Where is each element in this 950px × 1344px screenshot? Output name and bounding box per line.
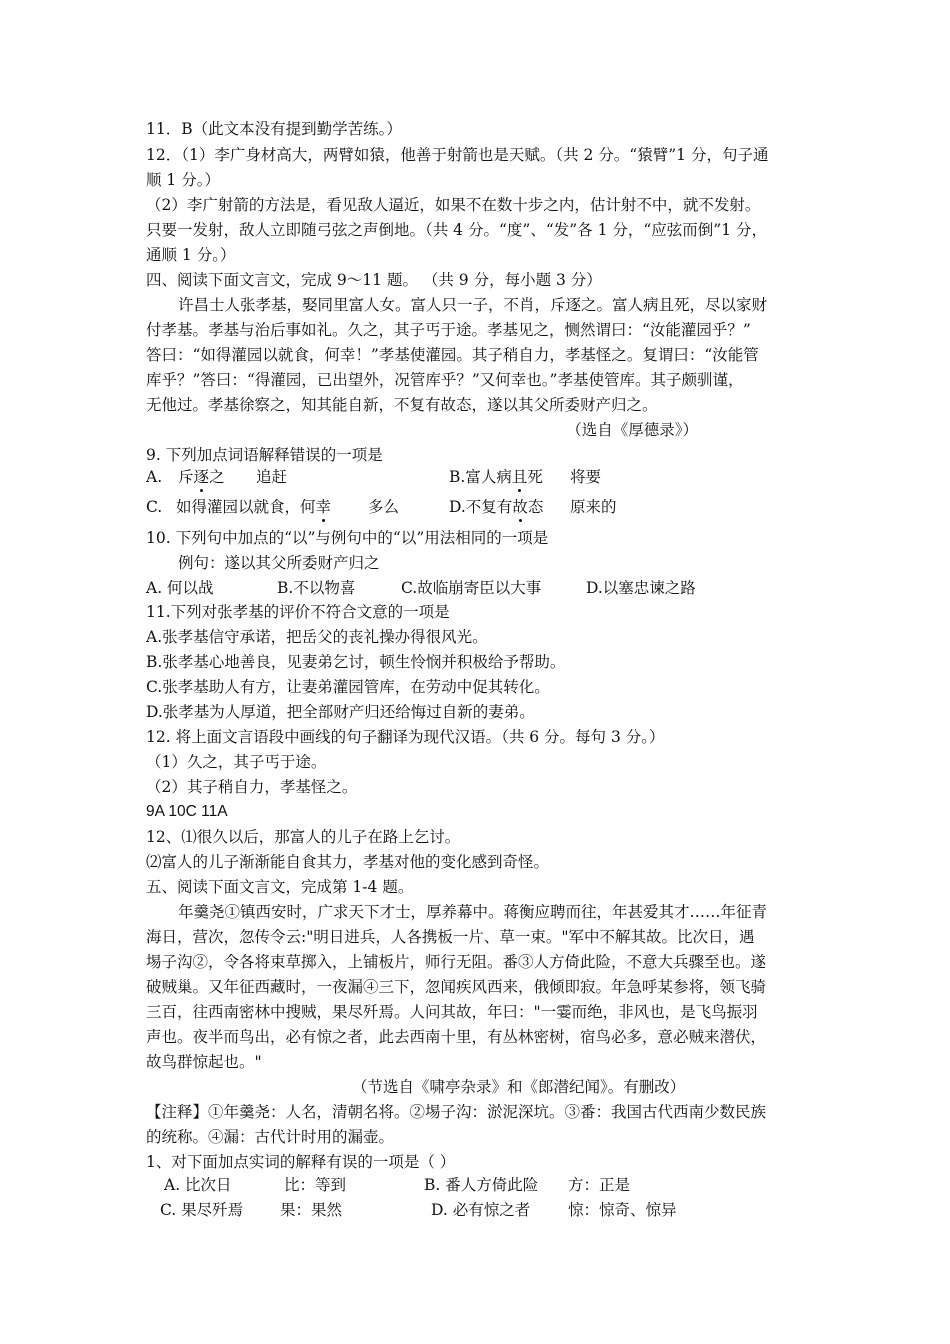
q10-option-c: C.故临崩寄臣以大事: [401, 579, 542, 597]
q9-option-a-word: 斥逐之: [178, 465, 225, 489]
answer-key: 9A 10C 11A: [146, 803, 228, 820]
answer-line-12-2-cont: 只要一发射，敌人立即随弓弦之声倒地。（共 4 分。“度”、“发”各 1 分，“应弦而倒”1 分，: [146, 221, 768, 239]
passage-line: 故鸟群惊起也。": [146, 1053, 262, 1071]
passage-line: 海日，营次，忽传令云:"明日进兵，人各携板一片、草一束。"军中不解其故。比次日，遇: [146, 928, 755, 946]
q12-sentence-2: （2）其子稍自力，孝基怪之。: [146, 778, 358, 796]
passage-line: 许昌士人张孝基，娶同里富人女。富人只一子，不肖，斥逐之。富人病且死，尽以家财: [178, 296, 768, 314]
question-10-example: 例句：遂以其父所委财产归之: [178, 554, 380, 572]
annotation-note-cont: 的统称。④漏：古代计时用的漏壶。: [146, 1128, 395, 1146]
section-five-heading: 五、阅读下面文言文，完成第 1-4 题。: [146, 878, 414, 896]
q11-option-c: C.张孝基助人有方，让妻弟灌园管库，在劳动中促其转化。: [146, 678, 550, 696]
question-9-options-cd: [146, 495, 806, 519]
q9-option-a-gloss: 追赶: [256, 468, 288, 486]
passage-line: 破贼巢。又年征西藏时，一夜漏④三下，忽闻疾风西来，俄倾即寂。年急呼某参将，领飞骑: [146, 978, 767, 996]
passage-line: 三百，往西南密林中搜贼，果尽歼焉。人问其故，年曰："一霎而绝，非风也，是飞鸟振羽: [146, 1003, 758, 1021]
question-1-stem: 1、对下面加点实词的解释有误的一项是（ ）: [146, 1153, 456, 1171]
passage-line: 答曰：“如得灌园以就食，何幸！”孝基使灌园。其子稍自力，孝基怪之。复谓曰：“汝能管: [146, 346, 759, 364]
q10-option-d: D.以塞忠谏之路: [586, 579, 696, 597]
q9-option-a-label: A.: [146, 468, 163, 486]
q10-option-b: B.不以物喜: [277, 579, 356, 597]
q9-option-d-gloss: 原来的: [570, 498, 617, 516]
answer-12-2: ⑵富人的儿子渐渐能自食其力，孝基对他的变化感到奇怪。: [146, 853, 550, 871]
q1-option-d: D. 必有惊之者: [431, 1201, 531, 1219]
q9-option-d-word: D.不复有故态: [449, 495, 543, 519]
passage-line: 无他过。孝基徐察之，知其能自新，不复有故态，遂以其父所委财产归之。: [146, 396, 658, 414]
q11-option-b: B.张孝基心地善良，见妻弟乞讨，顿生怜悯并积极给予帮助。: [146, 653, 566, 671]
q11-option-d: D.张孝基为人厚道，把全部财产归还给悔过自新的妻弟。: [146, 703, 535, 721]
q1-option-a-gloss: 比：等到: [284, 1176, 347, 1194]
q9-option-c-gloss: 多么: [368, 498, 400, 516]
answer-line-12-1: 12．（1）李广身材高大，两臂如猿，他善于射箭也是天赋。（共 2 分。“猿臂”1 分，句子通: [146, 146, 769, 164]
passage-source: （节选自《啸亭杂录》和《郎潜纪闻》。有删改）: [352, 1078, 686, 1096]
q9-option-b-word: B.富人病且死: [449, 465, 543, 489]
question-12-stem: 12. 将上面文言语段中画线的句子翻译为现代汉语。（共 6 分。每句 3 分。）: [146, 728, 665, 746]
q1-option-a: A. 比次日: [164, 1176, 232, 1194]
q10-option-a: A. 何以战: [146, 579, 214, 597]
question-11-stem: 11.下列对张孝基的评价不符合文意的一项是: [146, 603, 450, 621]
answer-line-12-2-end: 通顺 1 分。）: [146, 246, 236, 264]
q9-option-c-label: C.: [146, 498, 163, 516]
passage-line: 年羹尧①镇西安时，广求天下才士，厚养幕中。蒋衡应聘而往，年甚爱其才……年征青: [178, 903, 768, 921]
passage-line: 声也。夜半而鸟出，必有惊之者，此去西南十里，有丛林密树，宿鸟必多，意必贼来潜伏，: [146, 1028, 767, 1046]
question-1-options-cd: [146, 1198, 806, 1222]
passage-line: 付孝基。孝基与治后事如礼。久之，其子丐于途。孝基见之，恻然谓曰：“汝能灌园乎？”: [146, 321, 751, 339]
question-1-options-ab: [146, 1173, 806, 1197]
q9-option-b-gloss: 将要: [570, 468, 602, 486]
q1-option-c: C. 果尽歼焉: [160, 1201, 244, 1219]
answer-12-1: 12、⑴很久以后，那富人的儿子在路上乞讨。: [146, 828, 461, 846]
question-9-options-ab: [146, 465, 806, 489]
q12-sentence-1: （1）久之，其子丐于途。: [146, 753, 327, 771]
section-four-heading: 四、阅读下面文言文，完成 9～11 题。 （共 9 分，每小题 3 分）: [146, 271, 602, 289]
question-10-stem: 10. 下列句中加点的“以”与例句中的“以”用法相同的一项是: [146, 529, 549, 547]
question-9-stem: 9. 下列加点词语解释错误的一项是: [146, 446, 383, 464]
q1-option-d-gloss: 惊：惊奇、惊异: [568, 1201, 677, 1219]
passage-source: （选自《厚德录》）: [566, 421, 698, 439]
answer-line-12-2: （2）李广射箭的方法是，看见敌人逼近，如果不在数十步之内，估计射不中，就不发射。: [146, 196, 761, 214]
answer-line-12-1-cont: 顺 1 分。）: [146, 171, 220, 189]
q9-option-c-word: 如得灌园以就食，何幸: [176, 495, 331, 519]
q1-option-c-gloss: 果：果然: [280, 1201, 343, 1219]
q11-option-a: A.张孝基信守承诺，把岳父的丧礼操办得很风光。: [146, 628, 488, 646]
q1-option-b: B. 番人方倚此险: [424, 1176, 539, 1194]
question-10-options: [146, 576, 806, 600]
answer-line-11: 11．B（此文本没有提到勤学苦练。）: [146, 120, 402, 138]
q1-option-b-gloss: 方：正是: [568, 1176, 631, 1194]
annotation-note: 【注释】①年羹尧：人名，清朝名将。②埸子沟：淤泥深坑。③番：我国古代西南少数民族: [146, 1103, 767, 1121]
passage-line: 库乎？”答曰：“得灌园，已出望外，况管库乎？”又何幸也。”孝基使管库。其子颇驯谨，: [146, 371, 744, 389]
passage-line: 埸子沟②，令各将束草掷入，上铺板片，师行无阻。番③人方倚此险，不意大兵骤至也。遂: [146, 953, 767, 971]
